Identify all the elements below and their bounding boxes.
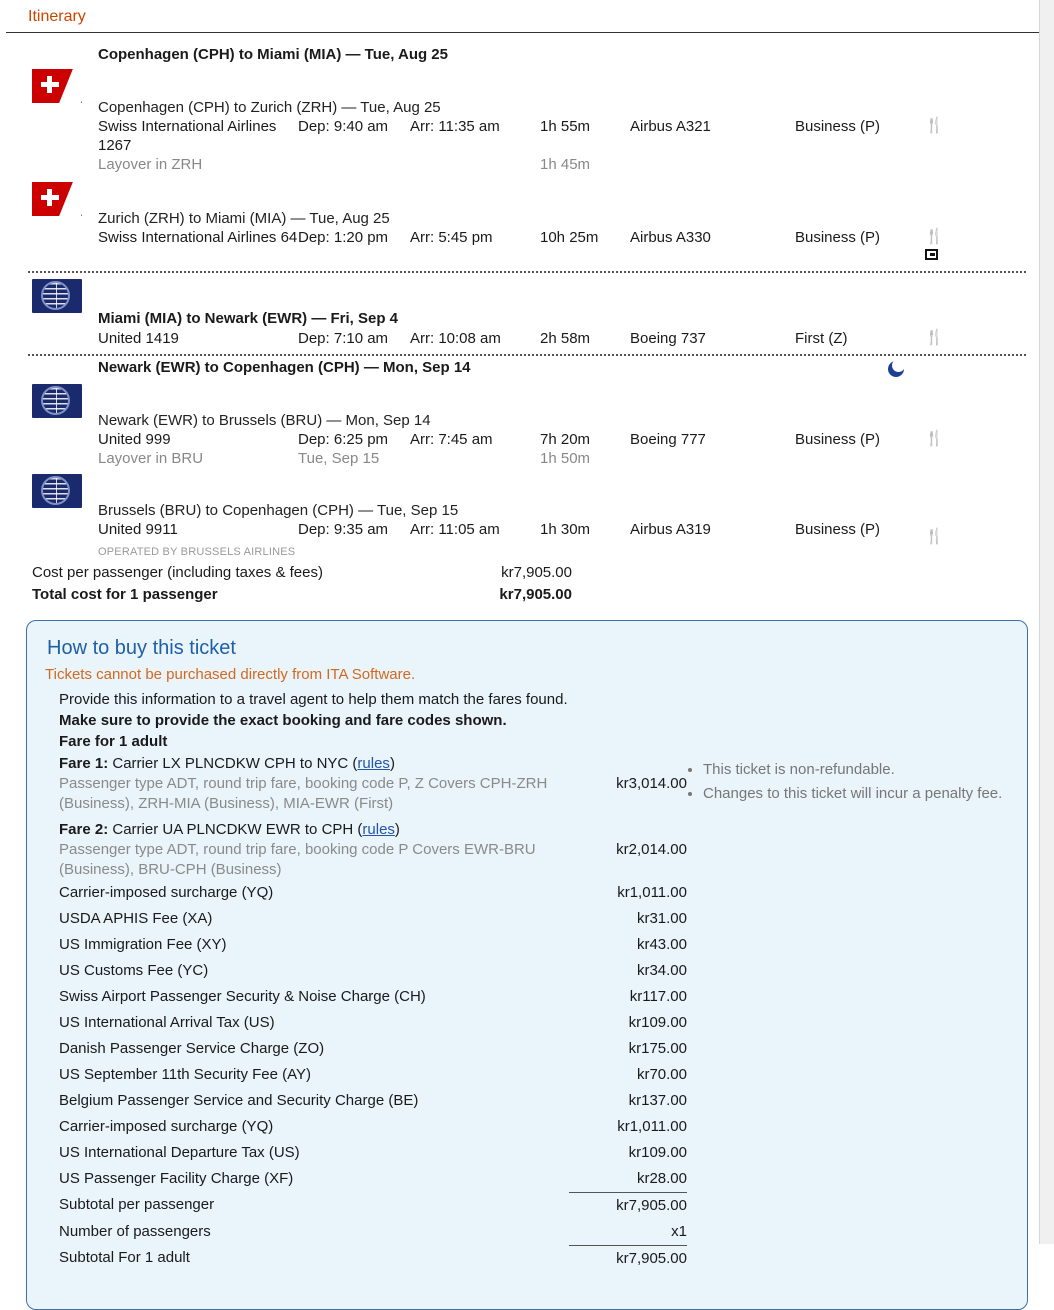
fare-label: Fare 1:	[59, 755, 109, 772]
ticket-conditions	[685, 752, 1009, 880]
buy-note-2: Make sure to provide the exact booking and fare codes shown.	[59, 712, 507, 729]
departure-time: Dep: 6:25 pm	[298, 431, 389, 448]
leg-heading: Newark (EWR) to Brussels (BRU) — Mon, Sep 14	[98, 412, 431, 429]
total-cost-label: Total cost for 1 passenger	[32, 586, 218, 603]
conditions-list	[685, 760, 1009, 804]
subtotal-label: Subtotal per passenger	[59, 1196, 215, 1213]
amenities	[925, 430, 985, 448]
fee-amount: kr43.00	[636, 936, 687, 953]
fee-description: US Passenger Facility Charge (XF)	[59, 1170, 294, 1187]
layover-duration: 1h 50m	[540, 450, 591, 467]
fare-description	[59, 754, 569, 814]
leg-heading: Brussels (BRU) to Copenhagen (CPH) — Tue, Sep 15	[98, 502, 459, 519]
list-item: • Changes to this ticket will incur a penalty fee.	[703, 784, 1009, 804]
itinerary-segment	[0, 356, 1054, 558]
itinerary-title: Itinerary	[28, 8, 86, 25]
flight-number: Swiss International Airlines 1267	[98, 118, 277, 154]
fee-row	[45, 958, 1009, 984]
cabin-class: Business (P)	[795, 229, 881, 246]
itinerary-segment	[0, 43, 1054, 267]
fee-amount: kr28.00	[636, 1170, 687, 1187]
cabin-class: First (Z)	[795, 330, 848, 347]
swiss-logo	[32, 69, 82, 103]
fee-description: Danish Passenger Service Charge (ZO)	[59, 1040, 325, 1057]
flight-leg	[0, 468, 1054, 558]
final-subtotal-amount: kr7,905.00	[569, 1245, 687, 1272]
amenities	[925, 117, 985, 135]
segment-heading: Newark (EWR) to Copenhagen (CPH) — Mon, Sep 14	[98, 359, 471, 376]
arrival-time: Arr: 7:45 am	[410, 431, 493, 448]
cabin-class: Business (P)	[795, 431, 881, 448]
arrival-time: Arr: 5:45 pm	[410, 229, 493, 246]
fare-text-tail: )	[394, 821, 400, 838]
aircraft: Airbus A319	[630, 521, 711, 538]
leg-detail-row	[0, 117, 1054, 155]
departure-time: Dep: 9:40 am	[298, 118, 389, 135]
fee-description: US Immigration Fee (XY)	[59, 936, 227, 953]
fee-description: US Customs Fee (YC)	[59, 962, 209, 979]
fare-label: Fare 2:	[59, 821, 109, 838]
fee-amount: kr1,011.00	[617, 1118, 687, 1135]
buy-note-3: Fare for 1 adult	[59, 733, 168, 750]
flight-number: Swiss International Airlines 64	[98, 229, 298, 246]
amenities	[925, 520, 985, 546]
leg-heading: Copenhagen (CPH) to Zurich (ZRH) — Tue, Aug 25	[98, 99, 441, 116]
how-to-buy-title: How to buy this ticket	[47, 637, 236, 659]
how-to-buy-panel	[26, 620, 1028, 1310]
flight-leg	[0, 176, 1054, 267]
fee-description: US International Departure Tax (US)	[59, 1144, 300, 1161]
fare-amount: kr2,014.00	[616, 841, 687, 858]
duration: 1h 30m	[540, 521, 591, 538]
departure-time: Dep: 9:35 am	[298, 521, 389, 538]
fare-subtext: Passenger type ADT, round trip fare, booking code P Covers EWR-BRU (Business), BRU-CPH (Business)	[59, 841, 536, 878]
fee-amount: kr175.00	[628, 1040, 687, 1057]
fee-amount: kr109.00	[628, 1144, 687, 1161]
fee-row	[45, 1088, 1009, 1114]
cabin-class: Business (P)	[795, 118, 881, 135]
duration: 10h 25m	[540, 229, 599, 246]
flight-leg	[0, 65, 1054, 176]
fee-description: US International Arrival Tax (US)	[59, 1014, 275, 1031]
cost-per-passenger-row	[0, 562, 1054, 584]
cabin-class: Business (P)	[795, 521, 881, 538]
flight-leg	[0, 378, 1054, 468]
fee-description: Swiss Airport Passenger Security & Noise Charge (CH)	[59, 988, 426, 1005]
arrival-time: Arr: 11:05 am	[410, 521, 500, 538]
meal-icon: 🍴	[925, 228, 944, 245]
layover-label: Layover in BRU	[98, 450, 204, 467]
aircraft: Airbus A321	[630, 118, 711, 135]
flight-number: United 1419	[98, 330, 179, 347]
duration: 1h 55m	[540, 118, 591, 135]
fare-rules-link[interactable]: rules	[362, 821, 395, 838]
leg-detail-row	[0, 228, 1054, 265]
aircraft: Boeing 737	[630, 330, 706, 347]
fare-text: Carrier UA PLNCDKW EWR to CPH (	[112, 821, 363, 838]
aircraft: Boeing 777	[630, 431, 706, 448]
fare-text: Carrier LX PLNCDKW CPH to NYC (	[112, 755, 358, 772]
list-item: • This ticket is non-refundable.	[703, 760, 1009, 780]
purchase-warning: Tickets cannot be purchased directly from ITA Software.	[45, 666, 416, 683]
fee-description: US September 11th Security Fee (AY)	[59, 1066, 312, 1083]
buy-note-1: Provide this information to a travel agent to help them match the fares found.	[59, 691, 568, 708]
layover-date: Tue, Sep 15	[298, 450, 380, 467]
duration: 7h 20m	[540, 431, 591, 448]
fare-breakdown	[45, 752, 1009, 880]
fare-text-tail: )	[389, 755, 395, 772]
fare-rules-link[interactable]: rules	[357, 755, 390, 772]
fee-row	[45, 984, 1009, 1010]
final-subtotal-row	[45, 1245, 1009, 1272]
itinerary-body	[0, 33, 1054, 606]
departure-time: Dep: 7:10 am	[298, 330, 389, 347]
total-cost-row	[0, 584, 1054, 606]
layover-label: Layover in ZRH	[98, 156, 203, 173]
cost-per-passenger-label: Cost per passenger (including taxes & fees)	[32, 564, 323, 581]
swiss-logo	[32, 182, 82, 216]
itinerary-segment	[0, 273, 1054, 348]
layover-row	[0, 155, 1054, 174]
fee-amount: kr34.00	[636, 962, 687, 979]
fee-row	[45, 1010, 1009, 1036]
fee-amount: kr31.00	[636, 910, 687, 927]
passenger-count-row	[45, 1219, 1009, 1245]
fee-row	[45, 1114, 1009, 1140]
operated-by-row	[0, 546, 1054, 558]
subtotal-row	[45, 1192, 1009, 1219]
final-subtotal-label: Subtotal For 1 adult	[59, 1249, 190, 1266]
fee-row	[45, 880, 1009, 906]
fare-row	[45, 752, 685, 814]
meal-icon: 🍴	[925, 329, 944, 346]
operated-by: OPERATED BY BRUSSELS AIRLINES	[98, 546, 296, 558]
segment-heading: Miami (MIA) to Newark (EWR) — Fri, Sep 4	[98, 310, 399, 327]
aircraft: Airbus A330	[630, 229, 711, 246]
meal-icon: 🍴	[925, 528, 944, 545]
fee-description: USDA APHIS Fee (XA)	[59, 910, 213, 927]
fee-row	[45, 906, 1009, 932]
leg-detail-row	[0, 520, 1054, 546]
subtotal-amount: kr7,905.00	[569, 1192, 687, 1219]
fee-amount: kr109.00	[628, 1014, 687, 1031]
fee-row	[45, 1062, 1009, 1088]
fee-list	[45, 880, 1009, 1272]
fee-row	[45, 1140, 1009, 1166]
fee-row	[45, 1036, 1009, 1062]
leg-detail-row	[0, 430, 1054, 449]
leg-heading: Zurich (ZRH) to Miami (MIA) — Tue, Aug 25	[98, 210, 390, 227]
meal-icon: 🍴	[925, 117, 944, 134]
fare-row	[45, 814, 685, 880]
united-logo	[32, 384, 82, 418]
united-logo	[32, 279, 82, 313]
layover-row	[0, 449, 1054, 468]
fee-description: Belgium Passenger Service and Security Charge (BE)	[59, 1092, 419, 1109]
total-cost-value: kr7,905.00	[499, 586, 572, 603]
fare-amount: kr3,014.00	[616, 775, 687, 792]
amenities	[925, 329, 985, 347]
united-logo	[32, 474, 82, 508]
fee-amount: kr1,011.00	[617, 884, 687, 901]
fee-amount: kr117.00	[629, 988, 687, 1005]
passenger-count-value: x1	[671, 1223, 687, 1240]
fee-row	[45, 1166, 1009, 1192]
duration: 2h 58m	[540, 330, 591, 347]
arrival-time: Arr: 11:35 am	[410, 118, 500, 135]
fee-amount: kr70.00	[636, 1066, 687, 1083]
fee-description: Carrier-imposed surcharge (YQ)	[59, 1118, 274, 1135]
cost-per-passenger-value: kr7,905.00	[501, 564, 572, 581]
fare-description	[59, 820, 569, 880]
fee-description: Carrier-imposed surcharge (YQ)	[59, 884, 274, 901]
leg-detail-row	[0, 329, 1054, 348]
layover-duration: 1h 45m	[540, 156, 591, 173]
flight-number: United 9911	[98, 521, 178, 538]
power-outlet-icon	[925, 247, 985, 265]
fee-amount: kr137.00	[628, 1092, 687, 1109]
segment-heading: Copenhagen (CPH) to Miami (MIA) — Tue, Aug 25	[98, 46, 448, 63]
amenities	[925, 228, 985, 265]
meal-icon: 🍴	[925, 430, 944, 447]
vertical-scrollbar[interactable]	[1039, 0, 1054, 1244]
passenger-count-label: Number of passengers	[59, 1223, 211, 1240]
fee-row	[45, 932, 1009, 958]
departure-time: Dep: 1:20 pm	[298, 229, 389, 246]
flight-number: United 999	[98, 431, 171, 448]
fare-subtext: Passenger type ADT, round trip fare, booking code P, Z Covers CPH-ZRH (Business), ZRH-MIA (Business), MIA-EWR (First)	[59, 775, 548, 812]
fare-list	[45, 752, 685, 880]
arrival-time: Arr: 10:08 am	[410, 330, 501, 347]
